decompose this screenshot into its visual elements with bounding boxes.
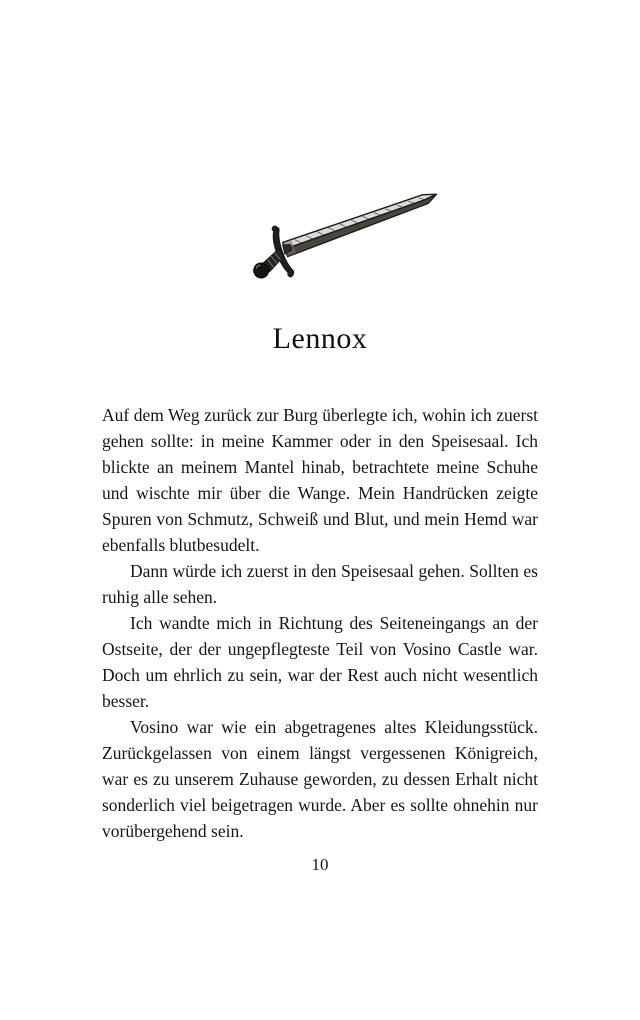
paragraph: Ich wandte mich in Richtung des Seiteneingangs an der Ostseite, der der ungepflegteste Teil von Vosino Castle war. Doch um ehrlich zu sein, war der Rest auch nicht wesentlich besser. <box>102 613 538 711</box>
paragraph: Vosino war wie ein abgetragenes altes Kleidungsstück. Zurückgelassen von einem längst vergessenen Königreich, war es zu unserem Zuhause geworden, zu dessen Erhalt nicht sonderlich viel beigetragen wurde. Aber es sollte ohnehin nur vorübergehend sein. <box>102 717 538 841</box>
chapter-title: Lennox <box>272 322 368 355</box>
paragraph: Dann würde ich zuerst in den Speisesaal gehen. Sollten es ruhig alle sehen. <box>102 561 538 607</box>
paragraph: Auf dem Weg zurück zur Burg überlegte ich, wohin ich zuerst gehen sollte: in meine Kammer oder in den Speisesaal. Ich blickte an meinem Mantel hinab, betrachtete meine Schuhe und wischte mir über die Wange. Mein Handrücken zeigte Spuren von Schmutz, Schweiß und Blut, und mein Hemd war ebenfalls blutbesudelt. <box>102 405 538 555</box>
page-number: 10 <box>311 855 329 874</box>
body-text <box>102 402 538 844</box>
